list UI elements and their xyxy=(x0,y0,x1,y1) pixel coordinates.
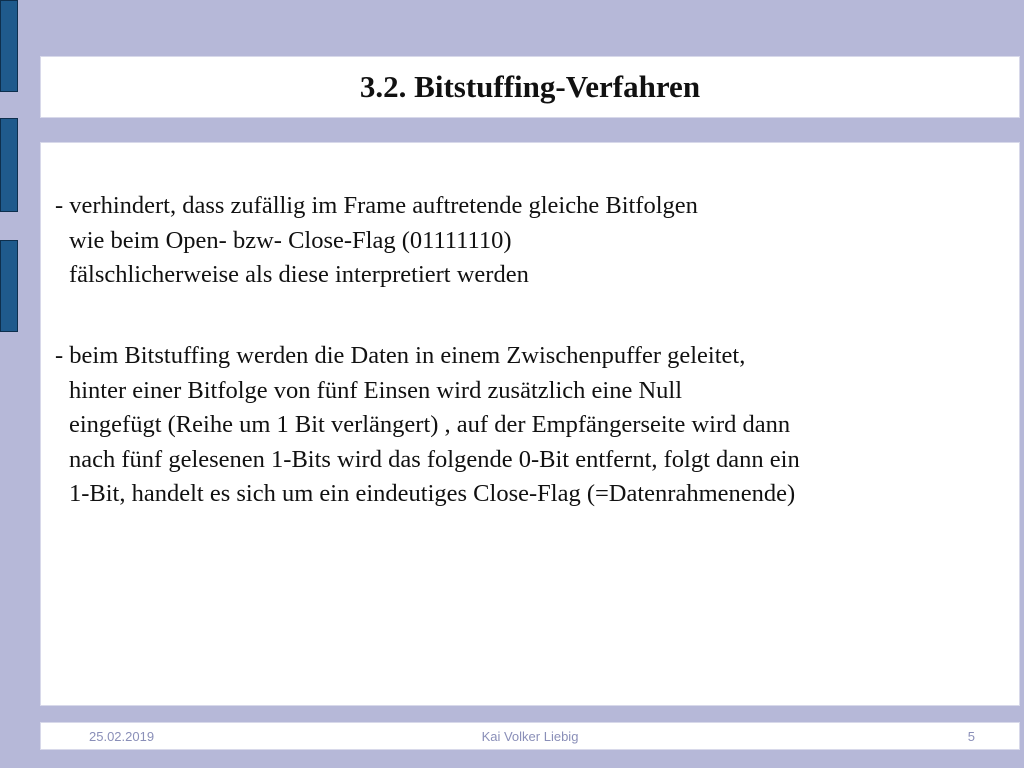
text-line: nach fünf gelesenen 1-Bits wird das folgende 0-Bit entfernt, folgt dann ein xyxy=(69,445,800,473)
decorative-side-bar xyxy=(0,0,18,92)
title-panel xyxy=(40,56,1020,118)
decorative-side-bar xyxy=(0,118,18,212)
page-number: 5 xyxy=(967,729,975,744)
bullet-paragraph xyxy=(55,339,1009,512)
content-panel xyxy=(40,142,1020,706)
text-line: fälschlicherweise als diese interpretiert werden xyxy=(69,261,529,288)
text-line: eingefügt (Reihe um 1 Bit verlängert) , auf der Empfängerseite wird dann xyxy=(69,411,791,438)
slide-title: 3.2. Bitstuffing-Verfahren xyxy=(359,69,701,104)
footer-date: 25.02.2019 xyxy=(89,729,155,744)
slide-footer xyxy=(40,722,1020,750)
text-line: - beim Bitstuffing werden die Daten in einem Zwischenpuffer geleitet, xyxy=(55,342,746,369)
bullet-paragraph xyxy=(55,189,1009,293)
footer-author: Kai Volker Liebig xyxy=(481,729,579,744)
text-line: hinter einer Bitfolge von fünf Einsen wird zusätzlich eine Null xyxy=(69,376,683,404)
text-line: - verhindert, dass zufällig im Frame auftretende gleiche Bitfolgen xyxy=(55,192,698,219)
text-line: 1-Bit, handelt es sich um ein eindeutiges Close-Flag (=Datenrahmenende) xyxy=(69,480,796,507)
text-line: wie beim Open- bzw- Close-Flag (01111110) xyxy=(69,226,512,254)
decorative-side-bar xyxy=(0,240,18,332)
